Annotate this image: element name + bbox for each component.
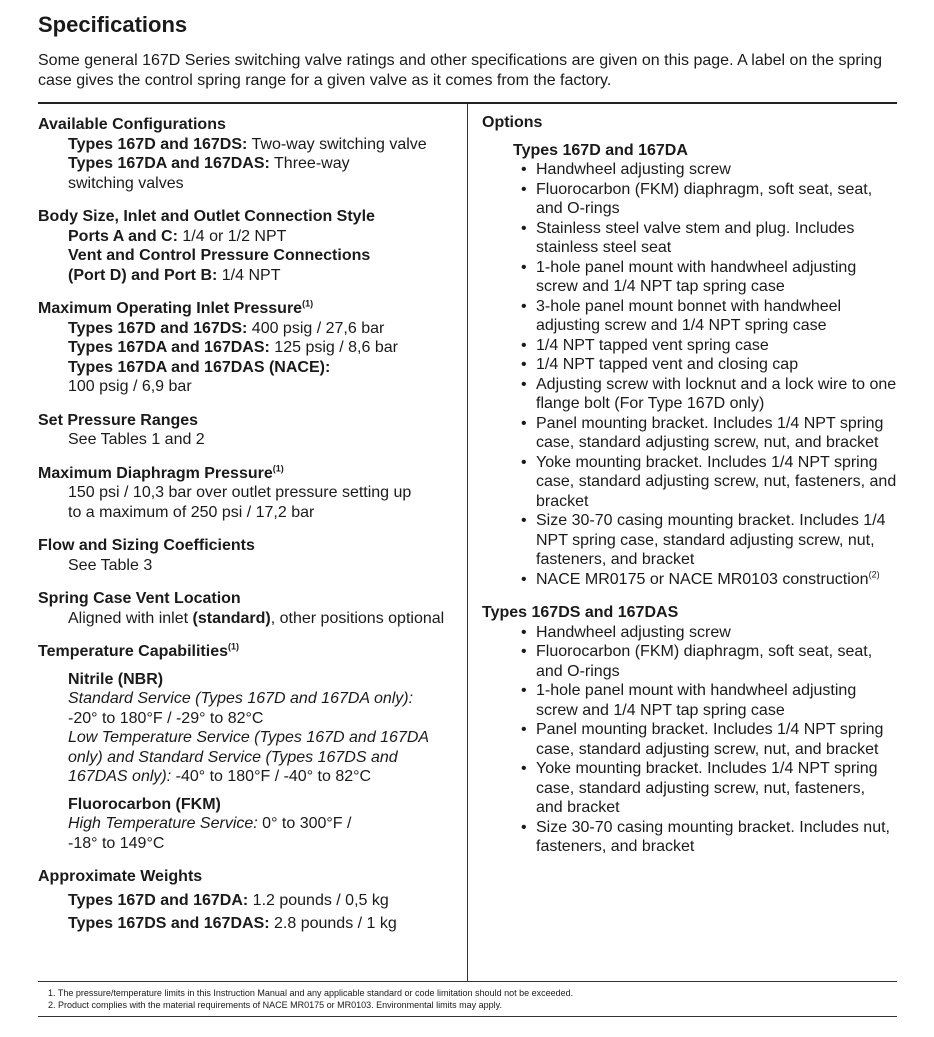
spec-value: to a maximum of 250 psi / 17,2 bar <box>68 503 315 521</box>
option-item: • Yoke mounting bracket. Includes 1/4 NPT spring case, standard adjusting screw, nut, fasteners, and bracket <box>536 453 902 512</box>
options-list-167ds <box>482 623 902 857</box>
page-title: Specifications <box>38 12 188 37</box>
section-heading: Temperature Capabilities <box>38 643 228 660</box>
section-body-size <box>38 207 463 285</box>
spec-value: 125 psig / 8,6 bar <box>269 339 398 356</box>
spec-value: 150 psi / 10,3 bar over outlet pressure setting up <box>68 484 412 501</box>
section-max-diaphragm-pressure <box>38 464 463 523</box>
section-heading: Body Size, Inlet and Outlet Connection Style <box>38 208 375 225</box>
section-weights <box>38 867 463 934</box>
left-column <box>38 115 463 948</box>
spec-value: 400 psig / 27,6 bar <box>247 319 385 337</box>
section-set-pressure-ranges <box>38 411 463 450</box>
option-item: • Stainless steel valve stem and plug. Includes stainless steel seat <box>536 219 902 258</box>
section-heading: Spring Case Vent Location <box>38 590 241 607</box>
spec-value: , other positions optional <box>270 609 445 627</box>
config-value: Two-way switching valve <box>247 135 427 153</box>
spec-value: See Table 3 <box>68 556 153 574</box>
options-group-heading: Types 167D and 167DA <box>513 141 688 159</box>
footnote-ref: (1) <box>227 641 239 652</box>
column-divider <box>467 104 468 982</box>
option-item: • Size 30-70 casing mounting bracket. Includes nut, fasteners, and bracket <box>536 818 902 857</box>
option-item: • Fluorocarbon (FKM) diaphragm, soft seat, seat, and O-rings <box>536 642 902 681</box>
option-item: • 3-hole panel mount bonnet with handwheel adjusting screw and 1/4 NPT spring case <box>536 297 902 336</box>
footnote-ref: (1) <box>302 298 314 309</box>
section-temperature <box>38 642 463 853</box>
spec-value-bold: (standard) <box>192 609 271 627</box>
spec-value: -18° to 149°C <box>68 834 165 852</box>
service-label: Low Temperature Service (Types 167D and 167DA only) and Standard Service (Types 167DS and 167DAS only): <box>68 729 429 785</box>
spec-label: Types 167DA and 167DAS: <box>68 339 270 356</box>
option-item: • 1/4 NPT tapped vent spring case <box>536 336 902 356</box>
spec-value: 1.2 pounds / 0,5 kg <box>248 891 389 909</box>
section-max-inlet-pressure <box>38 299 463 397</box>
config-value-cont: switching valves <box>68 174 184 192</box>
spec-value: 100 psig / 6,9 bar <box>68 378 192 395</box>
spec-value: 1/4 or 1/2 NPT <box>177 227 287 245</box>
section-available-configurations <box>38 115 463 193</box>
service-label: High Temperature Service: <box>68 815 258 832</box>
option-item: • Size 30-70 casing mounting bracket. Includes 1/4 NPT spring case, standard adjusting screw, nut, fasteners, and bracket <box>536 511 902 570</box>
spec-label: Types 167DS and 167DAS: <box>68 915 270 932</box>
config-label: Types 167DA and 167DAS: <box>68 155 270 172</box>
option-item: • Adjusting screw with locknut and a lock wire to one flange bolt (For Type 167D only) <box>536 375 902 414</box>
option-item <box>536 759 902 818</box>
spec-value: See Tables 1 and 2 <box>68 431 205 448</box>
spec-label: Types 167D and 167DS: <box>68 319 248 337</box>
footnote-2: 2. Product complies with the material requirements of NACE MR0175 or MR0103. Environmental limits may apply. <box>48 1000 503 1010</box>
footnote-1: 1. The pressure/temperature limits in this Instruction Manual and any applicable standard or code limitation should not be exceeded. <box>48 988 574 998</box>
config-value: Three-way <box>269 155 350 172</box>
footnote-rule <box>38 981 897 982</box>
options-group-heading: Types 167DS and 167DAS <box>482 604 679 621</box>
spec-label: Vent and Control Pressure Connections <box>68 247 371 264</box>
bottom-rule <box>38 1016 897 1017</box>
spec-label: Types 167D and 167DA: <box>68 891 249 909</box>
option-text: Yoke mounting bracket. Includes 1/4 NPT spring case, standard adjusting screw, nut, fasteners, <box>536 760 878 797</box>
option-text: NACE MR0175 or NACE MR0103 construction <box>536 570 869 588</box>
section-heading: Available Configurations <box>38 116 226 133</box>
section-heading: Maximum Operating Inlet Pressure <box>38 300 303 317</box>
section-vent-location <box>38 589 463 628</box>
subheading: Nitrile (NBR) <box>68 670 164 688</box>
spec-value: 1/4 NPT <box>217 266 281 284</box>
spec-value: 2.8 pounds / 1 kg <box>269 915 397 932</box>
option-item: • 1-hole panel mount with handwheel adjusting screw and 1/4 NPT tap spring case <box>536 681 902 720</box>
spec-value: -40° to 180°F / -40° to 82°C <box>171 768 372 785</box>
subheading: Fluorocarbon (FKM) <box>68 795 221 813</box>
option-item: • Panel mounting bracket. Includes 1/4 NPT spring case, standard adjusting screw, nut, and bracket <box>536 414 902 453</box>
option-item: • Handwheel adjusting screw <box>536 623 902 643</box>
option-item: • 1/4 NPT tapped vent and closing cap <box>536 355 902 375</box>
section-flow-coefficients <box>38 536 463 575</box>
option-item <box>536 570 902 590</box>
option-item: • 1-hole panel mount with handwheel adjusting screw and 1/4 NPT tap spring case <box>536 258 902 297</box>
option-item: • Panel mounting bracket. Includes 1/4 NPT spring case, standard adjusting screw, nut, and bracket <box>536 720 902 759</box>
spec-label: (Port D) and Port B: <box>68 266 218 284</box>
spec-label: Ports A and C: <box>68 227 178 245</box>
footnote-ref: (2) <box>868 569 880 580</box>
spec-value: Aligned with inlet <box>68 609 193 627</box>
section-heading: Maximum Diaphragm Pressure <box>38 464 273 482</box>
spec-value: -20° to 180°F / -29° to 82°C <box>68 709 264 727</box>
section-heading: Set Pressure Ranges <box>38 411 199 429</box>
options-heading: Options <box>482 114 543 131</box>
footnote-ref: (1) <box>272 463 284 474</box>
option-item: • Fluorocarbon (FKM) diaphragm, soft seat, seat, and O-rings <box>536 180 902 219</box>
spec-label: Types 167DA and 167DAS (NACE): <box>68 358 331 376</box>
options-list-167d <box>482 160 902 589</box>
right-column <box>482 113 902 857</box>
footnotes <box>48 987 573 1011</box>
section-heading: Flow and Sizing Coefficients <box>38 537 255 554</box>
option-text-cont: and bracket <box>536 799 620 816</box>
option-item: • Handwheel adjusting screw <box>536 160 902 180</box>
section-heading: Approximate Weights <box>38 868 203 885</box>
spec-value: 0° to 300°F / <box>257 815 352 832</box>
config-label: Types 167D and 167DS: <box>68 135 248 153</box>
intro-paragraph: Some general 167D Series switching valve ratings and other specifications are given on this page. A label on the spring case gives the control spring range for a given valve as it comes from the factory. <box>38 52 883 89</box>
service-label: Standard Service (Types 167D and 167DA only): <box>68 690 414 707</box>
